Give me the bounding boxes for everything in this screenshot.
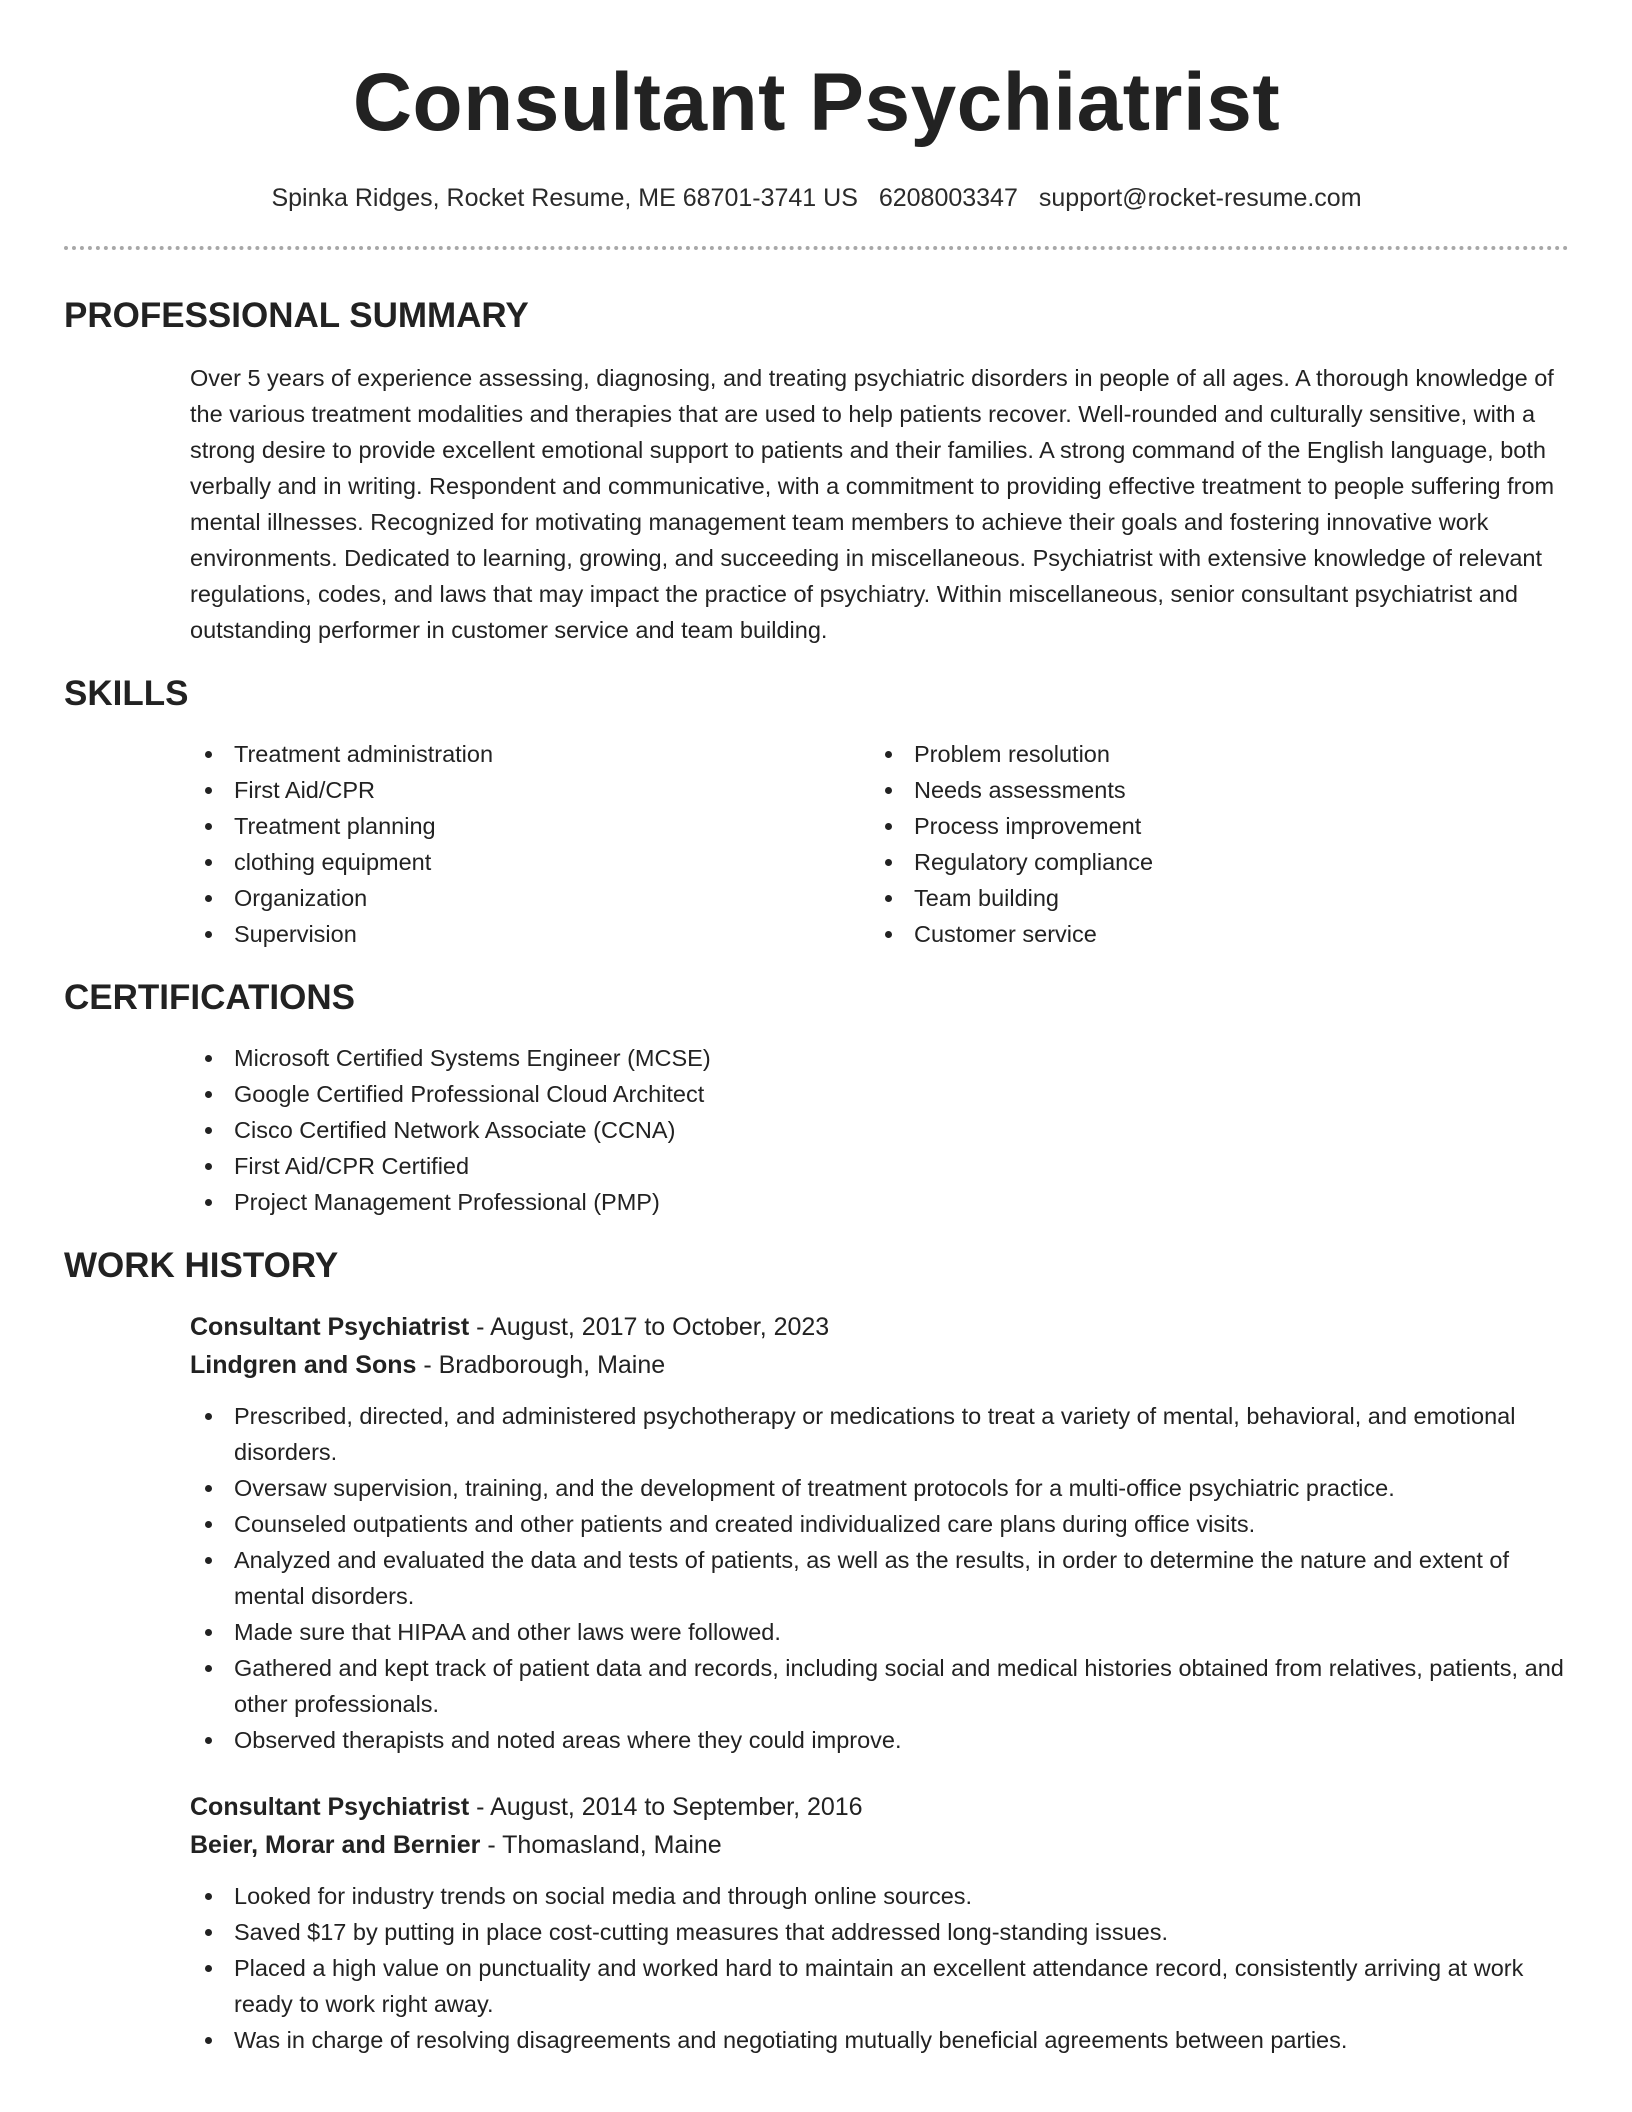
job-bullets xyxy=(190,1878,1569,2058)
summary-text: Over 5 years of experience assessing, diagnosing, and treating psychiatric disorders in people of all ages. A thorough knowledge of the various treatment modalities and therapies that are used to help patients recover. Well-rounded and culturally sensitive, with a strong desire to provide excellent emotional support to patients and their families. A strong command of the English language, both verbally and in writing. Respondent and communicative, with a commitment to providing effective treatment to people suffering from mental illnesses. Recognized for motivating management team members to achieve their goals and fostering innovative work environments. Dedicated to learning, growing, and succeeding in miscellaneous. Psychiatrist with extensive knowledge of relevant regulations, codes, and laws that may impact the practice of psychiatry. Within miscellaneous, senior consultant psychiatrist and outstanding performer in customer service and team building. xyxy=(190,365,1555,643)
skill-item: Supervision xyxy=(190,916,870,952)
summary-heading: PROFESSIONAL SUMMARY xyxy=(64,296,529,335)
skills-column-right xyxy=(870,736,1550,952)
job-title: Consultant Psychiatrist xyxy=(190,1793,470,1821)
job-bullet: Looked for industry trends on social media and through online sources. xyxy=(190,1878,1569,1914)
resume-page xyxy=(64,0,1569,2058)
contact-address: Spinka Ridges, Rocket Resume, ME 68701-3741 US xyxy=(271,184,858,212)
skill-item: Team building xyxy=(870,880,1550,916)
skill-item: Customer service xyxy=(870,916,1550,952)
job-bullet: Placed a high value on punctuality and worked hard to maintain an excellent attendance record, consistently arriving at work ready to work right away. xyxy=(190,1950,1569,2022)
job-location: Thomasland, Maine xyxy=(502,1831,722,1859)
skills-column-left xyxy=(190,736,870,952)
job-dates: August, 2017 to October, 2023 xyxy=(490,1313,830,1341)
job-company-line: Lindgren and Sons - Bradborough, Maine xyxy=(190,1351,666,1379)
skill-item: clothing equipment xyxy=(190,844,870,880)
job-bullet: Counseled outpatients and other patients and created individualized care plans during office visits. xyxy=(190,1506,1569,1542)
job-entry xyxy=(190,1788,1569,2058)
skill-item: Treatment administration xyxy=(190,736,870,772)
certification-item: First Aid/CPR Certified xyxy=(190,1148,1569,1184)
skill-item: Regulatory compliance xyxy=(870,844,1550,880)
skill-item: First Aid/CPR xyxy=(190,772,870,808)
job-entry xyxy=(190,1308,1569,1758)
job-bullets xyxy=(190,1398,1569,1758)
skills-heading: SKILLS xyxy=(64,674,189,713)
job-bullet: Oversaw supervision, training, and the development of treatment protocols for a multi-office psychiatric practice. xyxy=(190,1470,1569,1506)
certification-item: Project Management Professional (PMP) xyxy=(190,1184,1569,1220)
job-bullet: Gathered and kept track of patient data and records, including social and medical histories obtained from relatives, patients, and other professionals. xyxy=(190,1650,1569,1722)
header-divider xyxy=(64,246,1569,250)
skill-item: Process improvement xyxy=(870,808,1550,844)
job-bullet: Observed therapists and noted areas where they could improve. xyxy=(190,1722,1569,1758)
skill-item: Needs assessments xyxy=(870,772,1550,808)
job-bullet: Prescribed, directed, and administered psychotherapy or medications to treat a variety of mental, behavioral, and emotional disorders. xyxy=(190,1398,1569,1470)
job-bullet: Saved $17 by putting in place cost-cutting measures that addressed long-standing issues. xyxy=(190,1914,1569,1950)
skills-list xyxy=(190,736,1569,952)
certification-item: Microsoft Certified Systems Engineer (MCSE) xyxy=(190,1040,1569,1076)
certification-item: Google Certified Professional Cloud Architect xyxy=(190,1076,1569,1112)
job-title-line: Consultant Psychiatrist - August, 2014 to September, 2016 xyxy=(190,1793,863,1821)
job-bullet: Analyzed and evaluated the data and tests of patients, as well as the results, in order to determine the nature and extent of mental disorders. xyxy=(190,1542,1569,1614)
certifications-list xyxy=(190,1040,1569,1220)
certification-item: Cisco Certified Network Associate (CCNA) xyxy=(190,1112,1569,1148)
job-company: Lindgren and Sons xyxy=(190,1351,417,1379)
job-location: Bradborough, Maine xyxy=(438,1351,666,1379)
job-bullet: Made sure that HIPAA and other laws were followed. xyxy=(190,1614,1569,1650)
job-bullet: Was in charge of resolving disagreements and negotiating mutually beneficial agreements between parties. xyxy=(190,2022,1569,2058)
contact-phone: 6208003347 xyxy=(878,184,1018,212)
contact-email: support@rocket-resume.com xyxy=(1038,184,1362,212)
job-company-line: Beier, Morar and Bernier - Thomasland, Maine xyxy=(190,1831,722,1859)
job-title: Consultant Psychiatrist xyxy=(190,1313,470,1341)
skill-item: Organization xyxy=(190,880,870,916)
job-company: Beier, Morar and Bernier xyxy=(190,1831,481,1859)
skill-item: Problem resolution xyxy=(870,736,1550,772)
job-dates: August, 2014 to September, 2016 xyxy=(490,1793,863,1821)
contact-line xyxy=(64,181,1569,215)
resume-title: Consultant Psychiatrist xyxy=(352,57,1281,148)
skill-item: Treatment planning xyxy=(190,808,870,844)
work-history-heading: WORK HISTORY xyxy=(64,1246,339,1285)
certifications-heading: CERTIFICATIONS xyxy=(64,978,356,1017)
job-title-line: Consultant Psychiatrist - August, 2017 to October, 2023 xyxy=(190,1313,830,1341)
